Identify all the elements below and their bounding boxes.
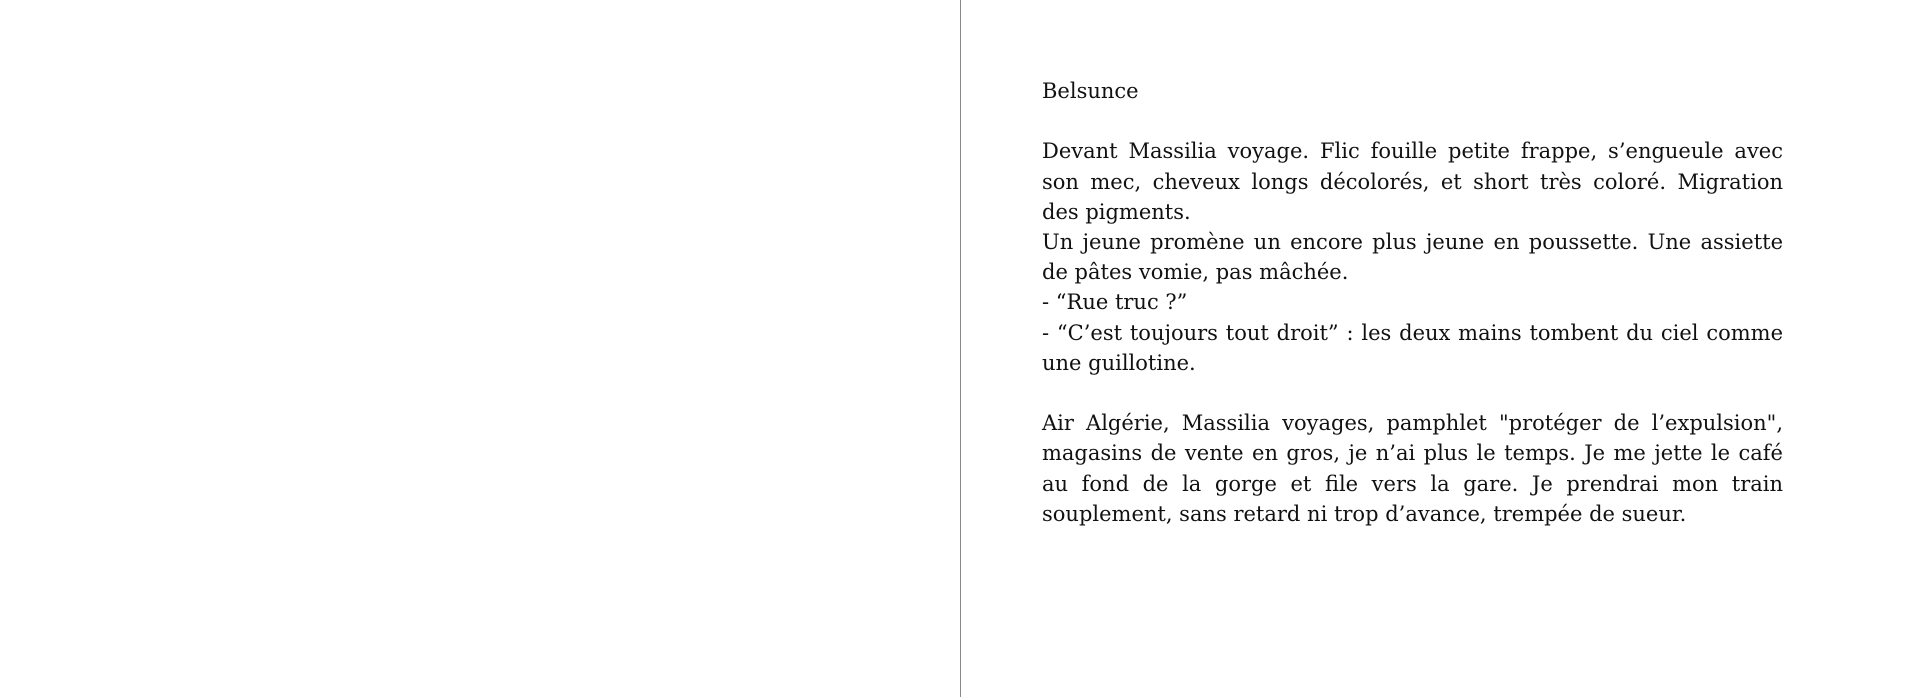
dialogue-line-question: - “Rue truc ?” [1042,290,1188,315]
text-paragraph-air-algerie: Air Algérie, Massilia voyages, pamphlet "protéger de l’expulsion", magasins de vente en gros, je n’ai plus le temps. Je me jette le café au fond de la gorge et file vers la gare. Je prendrai mon train souplement, sans retard ni trop d’avance, trempée de sueur. [1042,411,1783,526]
right-page [961,0,1920,697]
page-text [1042,76,1783,529]
text-line-jeune: Un jeune promène un encore plus jeune en poussette. Une assiette de pâtes vomie, pas mâchée. [1042,230,1783,285]
dialogue-line-answer: - “C’est toujours tout droit” : les deux mains tombent du ciel comme une guillotine. [1042,320,1783,375]
text-line-devant: Devant Massilia voyage. Flic fouille petite frappe, s’engueule avec son mec, cheveux longs décolorés, et short très coloré. Migration des pigments. [1042,139,1783,224]
section-title: Belsunce [1042,79,1139,103]
